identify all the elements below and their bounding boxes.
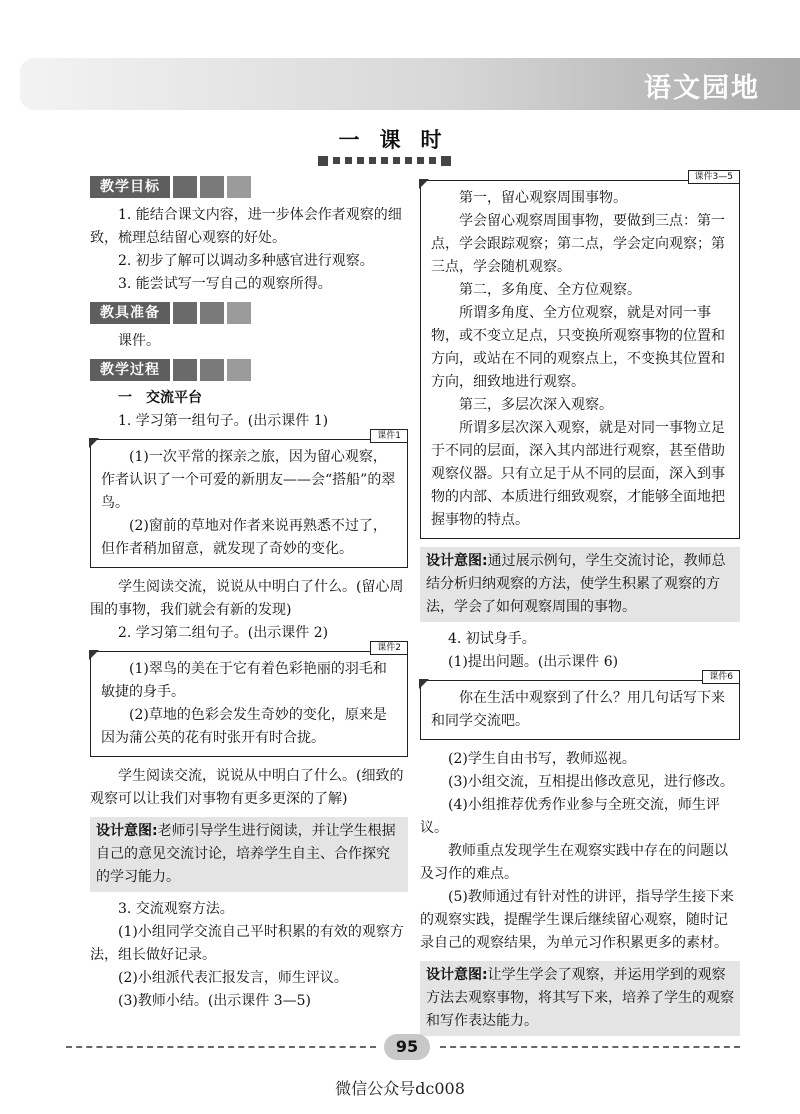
design-intent-2: [420, 547, 740, 622]
courseware-box-2: [90, 643, 408, 757]
after-step-2: 学生阅读交流，说说从中明白了什么。(细致的观察可以让我们对事物有更多更深的了解): [90, 768, 404, 807]
section-process-label: 教学过程: [90, 359, 170, 381]
courseware-tag-2: 课件2: [370, 641, 408, 655]
box3-line-5: 第三，多层次深入观察。: [459, 397, 613, 413]
box2-line-1: (1)翠鸟的美在于它有着色彩艳丽的羽毛和敏捷的身手。: [101, 661, 387, 700]
courseware-box-6: [420, 672, 740, 740]
courseware-box-1: [90, 431, 408, 568]
section-tools-header: [90, 302, 408, 324]
part-1-title: 一 交流平台: [118, 390, 202, 406]
box6-text: 你在生活中观察到了什么？用几句话写下来和同学交流吧。: [431, 690, 725, 729]
goal-3: 3. 能尝试写一写自己的观察所得。: [118, 276, 332, 292]
step-4-5: (5)教师通过有针对性的讲评，指导学生接下来的观察实践，提醒学生课后继续留心观察，随时记录自己的观察结果，为单元习作积累更多的素材。: [420, 889, 734, 951]
right-column: [420, 172, 740, 1042]
design-label-2: 设计意图:: [426, 553, 488, 569]
goal-1: 1. 能结合课文内容，进一步体会作者观察的细致，梳理总结留心观察的好处。: [90, 207, 402, 246]
step-2: 2. 学习第二组句子。(出示课件 2): [118, 625, 329, 641]
step-3: 3. 交流观察方法。: [118, 901, 234, 917]
watermark: 微信公众号dc008: [335, 1079, 465, 1098]
footer-rule-left: [66, 1046, 376, 1048]
courseware-box-3: [420, 172, 740, 539]
goal-2: 2. 初步了解可以调动多种感官进行观察。: [118, 253, 374, 269]
tools-text: 课件。: [118, 333, 160, 349]
courseware-tag-6: 课件6: [702, 670, 740, 684]
page-number: 95: [384, 1034, 430, 1060]
design-intent-3: [420, 961, 740, 1036]
box3-line-1: 第一，留心观察周围事物。: [459, 190, 627, 206]
title-decoration: [318, 150, 478, 162]
design-intent-1: [90, 817, 408, 892]
step-3-1: (1)小组同学交流自己平时积累的有效的观察方法，组长做好记录。: [90, 924, 404, 963]
header-title: 语文园地: [644, 73, 760, 104]
box1-line-2: (2)窗前的草地对作者来说再熟悉不过了，但作者稍加留意，就发现了奇妙的变化。: [101, 518, 387, 557]
step-4-4: (4)小组推荐优秀作业参与全班交流，师生评议。: [420, 797, 720, 836]
section-goals-header: [90, 176, 408, 198]
step-4-3: (3)小组交流，互相提出修改意见，进行修改。: [448, 774, 734, 790]
section-tools-label: 教具准备: [90, 302, 170, 324]
step-3-2: (2)小组派代表汇报发言，师生评议。: [118, 970, 348, 986]
box3-line-2: 学会留心观察周围事物，要做到三点：第一点，学会跟踪观察；第二点，学会定向观察；第三点，学会随机观察。: [431, 213, 725, 275]
design-label-1: 设计意图:: [96, 823, 158, 839]
design-text-3: 让学生学会了观察，并运用学到的观察方法去观察事物，将其写下来，培养了学生的观察和写作表达能力。: [426, 967, 734, 1029]
lesson-title: 一课时: [338, 128, 462, 152]
after-step-1: 学生阅读交流，说说从中明白了什么。(留心周围的事物，我们就会有新的发现): [90, 579, 404, 618]
design-text-1: 老师引导学生进行阅读，并让学生根据自己的意见交流讨论，培养学生自主、合作探究的学习能力。: [96, 823, 396, 885]
box3-line-6: 所谓多层次深入观察，就是对同一事物立足于不同的层面，深入其内部进行观察，甚至借助观察仪器。只有立足于从不同的层面，深入到事物的内部、本质进行细致观察，才能够全面地把握事物的特点。: [431, 420, 725, 528]
step-4-1: (1)提出问题。(出示课件 6): [448, 654, 619, 670]
left-column: [90, 176, 408, 1013]
footer-rule-right: [440, 1046, 740, 1048]
section-goals-label: 教学目标: [90, 176, 170, 198]
courseware-tag-3: 课件3—5: [688, 170, 740, 184]
box1-line-1: (1)一次平常的探亲之旅，因为留心观察，作者认识了一个可爱的新朋友——会“搭船”的翠鸟。: [101, 449, 396, 511]
step-1: 1. 学习第一组句子。(出示课件 1): [118, 413, 329, 429]
section-process-header: [90, 359, 408, 381]
design-label-3: 设计意图:: [426, 967, 488, 983]
courseware-tag-1: 课件1: [370, 429, 408, 443]
step-3-3: (3)教师小结。(出示课件 3—5): [118, 993, 312, 1009]
design-text-2: 通过展示例句，学生交流讨论，教师总结分析归纳观察的方法，使学生积累了观察的方法，学会了如何观察周围的事物。: [426, 553, 726, 615]
step-4-2: (2)学生自由书写，教师巡视。: [448, 751, 636, 767]
box3-line-4: 所谓多角度、全方位观察，就是对同一事物，或不变立足点，只变换所观察事物的位置和方向，或站在不同的观察点上，不变换其位置和方向，细致地进行观察。: [431, 305, 725, 390]
step-4-note: 教师重点发现学生在观察实践中存在的问题以及习作的难点。: [420, 843, 728, 882]
header-banner: [20, 58, 800, 110]
step-4: 4. 初试身手。: [448, 631, 536, 647]
box3-line-3: 第二，多角度、全方位观察。: [459, 282, 641, 298]
box2-line-2: (2)草地的色彩会发生奇妙的变化，原来是因为蒲公英的花有时张开有时合拢。: [101, 707, 387, 746]
